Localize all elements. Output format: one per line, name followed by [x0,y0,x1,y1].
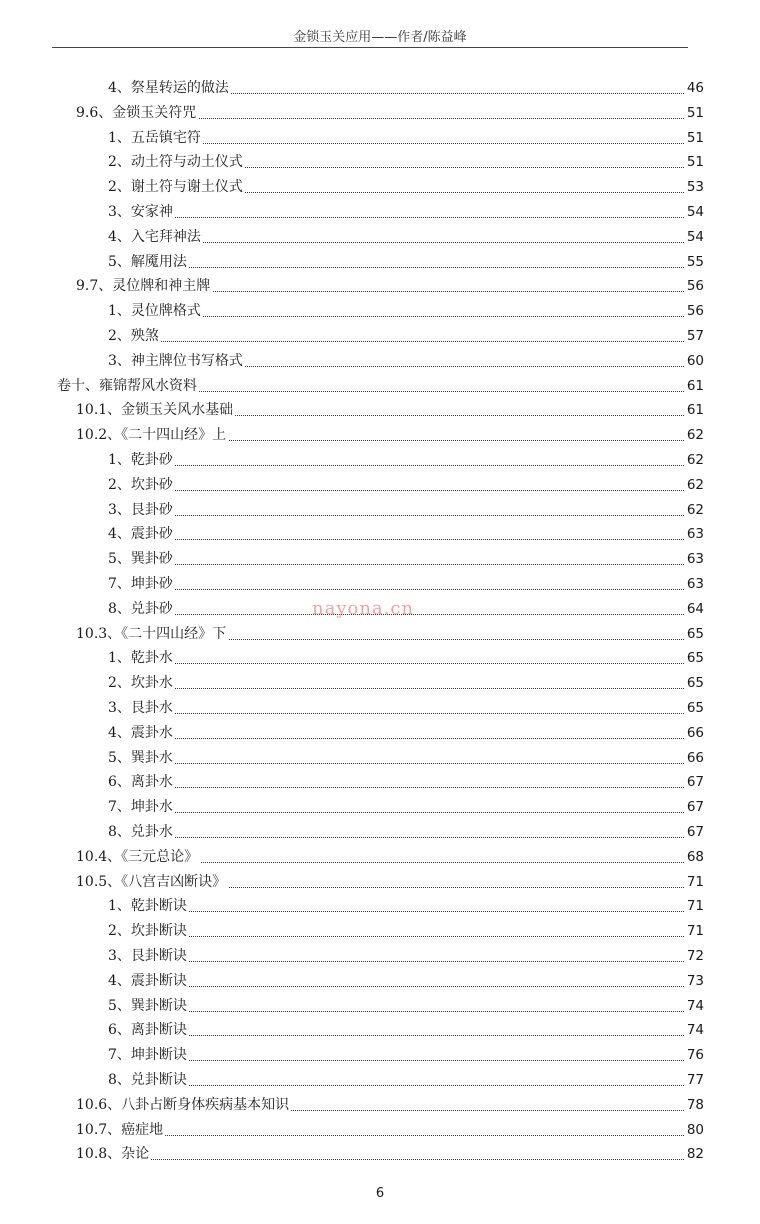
toc-leader-dots [108,688,704,689]
toc-entry-title: 10.6、八卦占断身体疾病基本知识 [76,1096,290,1113]
toc-entry[interactable] [0,1120,760,1140]
toc-leader-dots [108,986,704,987]
toc-entry-page: 61 [686,377,704,394]
toc-entry-page: 76 [686,1047,704,1064]
toc-entry-page: 60 [686,352,704,369]
toc-entry-page: 62 [686,452,704,468]
toc-entry-title: 3、安家神 [108,204,173,220]
toc-entry[interactable] [0,425,760,445]
toc-entry-page: 62 [686,427,704,444]
toc-entry[interactable] [0,872,760,892]
toc-entry[interactable] [0,921,760,941]
toc-entry-title: 3、艮卦断诀 [108,948,187,964]
toc-entry-title: 5、巽卦断诀 [108,997,187,1014]
toc-entry-title: 10.7、癌症地 [76,1121,164,1138]
toc-entry-page: 67 [686,774,704,791]
toc-entry-title: 10.5、《八宫吉凶断诀》 [76,873,227,890]
toc-entry-title: 10.2、《二十四山经》上 [76,427,227,444]
toc-entry-page: 66 [686,749,704,766]
toc-entry-title: 2、坎卦砂 [108,476,173,493]
toc-entry-page: 82 [686,1146,704,1163]
toc-leader-dots [76,1159,704,1160]
toc-leader-dots [108,936,704,937]
toc-entry[interactable] [0,1095,760,1115]
toc-entry[interactable] [0,450,760,470]
toc-leader-dots [108,763,704,764]
toc-entry[interactable] [0,227,760,247]
toc-entry-page: 71 [686,923,704,940]
toc-leader-dots [108,539,704,540]
toc-entry[interactable] [0,252,760,272]
toc-entry-page: 46 [686,80,704,96]
toc-leader-dots [108,787,704,788]
toc-entry[interactable] [0,500,760,520]
toc-entry[interactable] [0,400,760,420]
toc-entry-title: 2、坎卦水 [108,675,173,692]
toc-entry-title: 7、坤卦砂 [108,576,173,592]
toc-entry-title: 7、坤卦断诀 [108,1047,187,1064]
toc-entry[interactable] [0,524,760,544]
toc-entry-title: 10.8、杂论 [76,1146,150,1163]
toc-entry[interactable] [0,1020,760,1040]
toc-entry-title: 7、坤卦水 [108,799,173,816]
toc-entry-title: 8、兑卦水 [108,824,173,840]
toc-entry-page: 63 [686,576,704,592]
page-header: 金锁玉关应用——作者/陈益峰 [293,30,467,45]
toc-entry-page: 63 [686,551,704,568]
toc-entry-page: 68 [686,848,704,865]
toc-entry[interactable] [0,624,760,644]
toc-entry-page: 51 [686,154,704,171]
watermark: nayona.cn [312,598,415,619]
toc-entry[interactable] [0,177,760,197]
toc-entry[interactable] [0,673,760,693]
toc-entry-title: 10.1、金锁玉关风水基础 [76,402,234,419]
toc-entry-page: 72 [686,948,704,964]
toc-entry-title: 4、入宅拜神法 [108,228,201,245]
toc-entry-page: 53 [686,179,704,196]
toc-entry-page: 63 [686,526,704,543]
toc-entry[interactable] [0,1070,760,1090]
toc-leader-dots [108,1085,704,1086]
toc-entry[interactable] [0,772,760,792]
toc-entry-title: 1、乾卦砂 [108,452,173,468]
toc-entry-title: 10.4、《三元总论》 [76,848,199,865]
toc-entry-page: 56 [686,278,704,295]
toc-entry[interactable] [0,698,760,718]
toc-entry-page: 67 [686,799,704,816]
toc-leader-dots [108,911,704,912]
toc-entry-title: 1、灵位牌格式 [108,303,201,320]
toc-entry-page: 78 [686,1096,704,1113]
toc-entry-page: 73 [686,972,704,989]
toc-entry-title: 5、巽卦水 [108,749,173,766]
toc-entry-page: 54 [686,228,704,245]
toc-entry[interactable] [0,152,760,172]
toc-entry-page: 65 [686,675,704,692]
toc-leader-dots [108,217,704,218]
toc-entry-page: 74 [686,997,704,1014]
toc-entry[interactable] [0,896,760,916]
toc-entry[interactable] [0,276,760,296]
toc-entry[interactable] [0,549,760,569]
toc-entry[interactable] [0,797,760,817]
toc-entry-title: 1、乾卦水 [108,650,173,667]
toc-entry-page: 71 [686,873,704,890]
toc-entry[interactable] [0,202,760,222]
toc-entry-page: 51 [686,104,704,121]
toc-entry[interactable] [0,946,760,966]
toc-entry-title: 1、乾卦断诀 [108,898,187,915]
toc-entry[interactable] [0,1144,760,1164]
toc-entry[interactable] [0,648,760,668]
toc-entry-page: 77 [686,1072,704,1088]
toc-entry-page: 66 [686,724,704,741]
toc-entry-page: 74 [686,1022,704,1039]
toc-leader-dots [108,1011,704,1012]
toc-entry-title: 3、艮卦水 [108,700,173,716]
toc-entry-title: 8、兑卦砂 [108,600,173,617]
page-number: 6 [375,1186,385,1201]
toc-entry-page: 62 [686,501,704,518]
toc-entry[interactable] [0,723,760,743]
toc-leader-dots [108,663,704,664]
toc-entry[interactable] [0,78,760,98]
toc-leader-dots [108,1060,704,1061]
toc-leader-dots [108,961,704,962]
toc-entry-page: 80 [686,1121,704,1138]
toc-leader-dots [108,341,704,342]
toc-entry-page: 54 [686,204,704,220]
toc-entry-title: 8、兑卦断诀 [108,1072,187,1088]
toc-entry-page: 56 [686,303,704,320]
toc-entry-title: 1、五岳镇宅符 [108,129,201,146]
toc-leader-dots [108,490,704,491]
toc-entry[interactable] [0,301,760,321]
toc-leader-dots [108,1035,704,1036]
toc-entry[interactable] [0,326,760,346]
toc-entry[interactable] [0,748,760,768]
toc-entry-title: 10.3、《二十四山经》下 [76,625,227,642]
toc-entry-title: 2、坎卦断诀 [108,923,187,940]
toc-entry-title: 3、神主牌位书写格式 [108,352,243,369]
toc-entry[interactable] [0,475,760,495]
toc-entry[interactable] [0,574,760,594]
toc-entry[interactable] [0,847,760,867]
toc-entry-page: 65 [686,700,704,716]
toc-entry-title: 2、殃煞 [108,328,159,344]
toc-entry-page: 65 [686,650,704,667]
toc-entry-page: 71 [686,898,704,915]
toc-leader-dots [108,837,704,838]
toc-entry[interactable] [0,376,760,396]
toc-entry[interactable] [0,996,760,1016]
toc-leader-dots [108,267,704,268]
toc-entry-page: 61 [686,402,704,419]
toc-entry-title: 2、谢土符与谢土仪式 [108,179,243,196]
toc-entry-title: 4、震卦水 [108,724,173,741]
toc-leader-dots [108,465,704,466]
toc-entry-page: 57 [686,328,704,344]
toc-entry-title: 卷十、雍锦帮风水资料 [57,377,197,394]
toc-entry-title: 4、祭星转运的做法 [108,80,229,96]
toc-entry-page: 62 [686,476,704,493]
toc-entry[interactable] [0,128,760,148]
toc-leader-dots [108,713,704,714]
toc-entry-title: 9.6、金锁玉关符咒 [76,104,197,121]
toc-leader-dots [108,515,704,516]
toc-leader-dots [108,738,704,739]
toc-entry-title: 3、艮卦砂 [108,501,173,518]
toc-entry[interactable] [0,103,760,123]
toc-entry-title: 5、解魇用法 [108,253,187,270]
toc-entry[interactable] [0,351,760,371]
toc-leader-dots [108,564,704,565]
toc-entry-title: 6、离卦水 [108,774,173,791]
toc-entry[interactable] [0,822,760,842]
toc-leader-dots [108,589,704,590]
toc-entry-page: 55 [686,253,704,270]
toc-entry-title: 9.7、灵位牌和神主牌 [76,278,211,295]
toc-entry-page: 51 [686,129,704,146]
header-rule [52,47,688,48]
toc-entry[interactable] [0,971,760,991]
toc-entry-title: 4、震卦断诀 [108,972,187,989]
toc-entry-title: 5、巽卦砂 [108,551,173,568]
toc-entry-title: 2、动土符与动土仪式 [108,154,243,171]
toc-entry-title: 4、震卦砂 [108,526,173,543]
toc-entry-page: 65 [686,625,704,642]
toc-leader-dots [108,812,704,813]
toc-entry-page: 64 [686,600,704,617]
toc-entry[interactable] [0,1045,760,1065]
toc-entry-page: 67 [686,824,704,840]
toc-leader-dots [76,1135,704,1136]
toc-entry-title: 6、离卦断诀 [108,1022,187,1039]
